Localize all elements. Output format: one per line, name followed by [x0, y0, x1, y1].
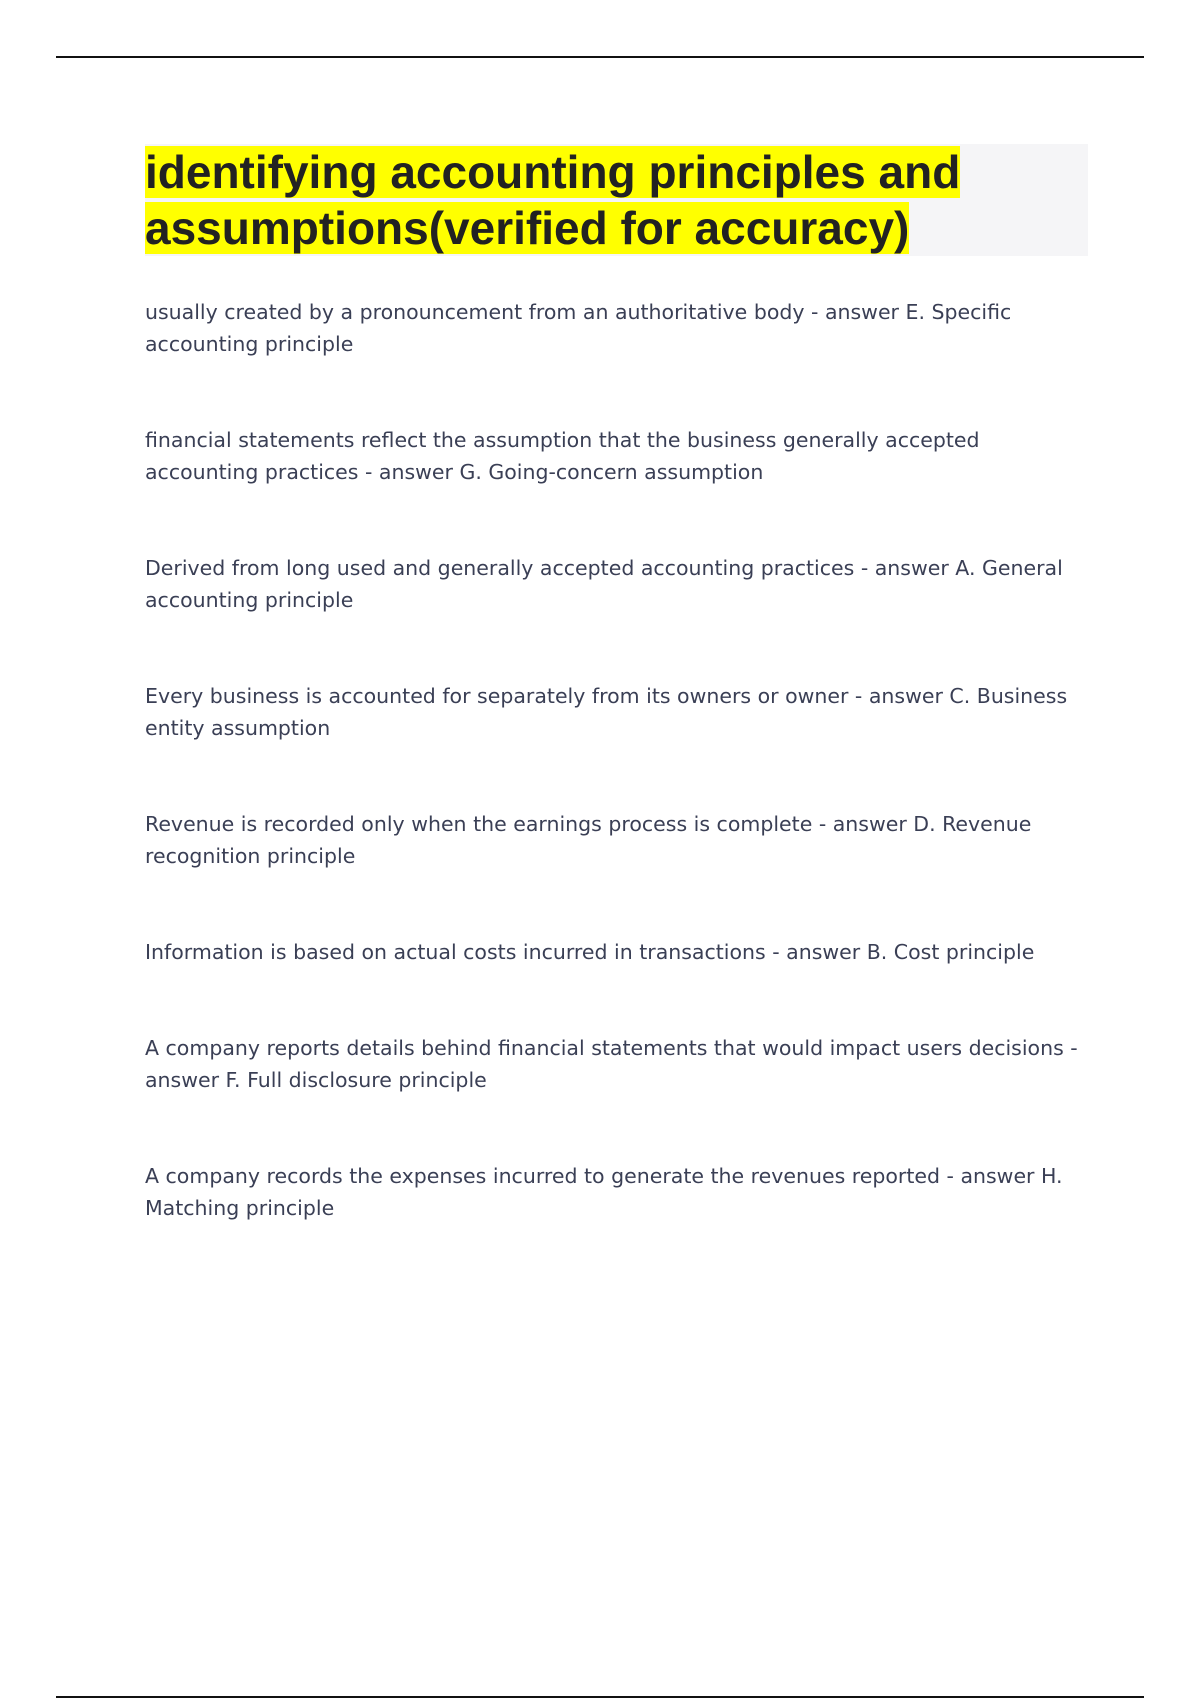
qa-item: A company reports details behind financial statements that would impact users decisions - answer F. Full disclosure principle — [145, 1036, 1078, 1092]
qa-item: A company records the expenses incurred to generate the revenues reported - answer H. Matching principle — [145, 1164, 1063, 1220]
qa-item: Revenue is recorded only when the earnings process is complete - answer D. Revenue recognition principle — [145, 812, 1032, 868]
qa-item: Every business is accounted for separately from its owners or owner - answer C. Business entity assumption — [145, 684, 1068, 740]
qa-list — [145, 296, 1088, 1224]
bottom-rule — [56, 1696, 1144, 1698]
document-title — [145, 144, 1088, 256]
document-body — [145, 144, 1088, 1288]
top-rule — [56, 56, 1144, 58]
document-title-text: identifying accounting principles and assumptions(verified for accuracy) — [145, 146, 961, 254]
title-block — [145, 144, 1088, 256]
qa-item: Derived from long used and generally accepted accounting practices - answer A. General accounting principle — [145, 556, 1063, 612]
qa-item: Information is based on actual costs incurred in transactions - answer B. Cost principle — [145, 940, 1035, 964]
qa-item: financial statements reflect the assumption that the business generally accepted accounting practices - answer G. Going-concern assumption — [145, 428, 980, 484]
qa-item: usually created by a pronouncement from an authoritative body - answer E. Specific accounting principle — [145, 300, 1012, 356]
